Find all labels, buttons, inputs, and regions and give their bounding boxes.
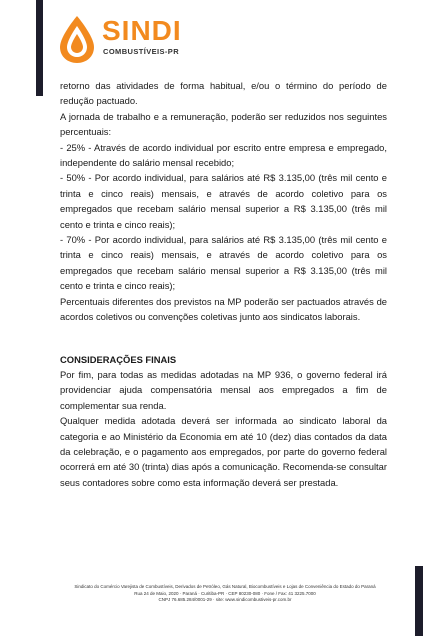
document-body [60,78,387,490]
body-paragraph: Percentuais diferentes dos previstos na MP poderão ser pactuados através de acordos coletivos ou convenções coletivas junto aos sindicatos laborais. [60,295,387,323]
body-paragraph: Qualquer medida adotada deverá ser informada ao sindicato laboral da categoria e ao Ministério da Economia em até 10 (dez) dias contados da data da celebração, e o pagamento aos empregados, por parte do governo federal ocorrerá em até 30 (trinta) dias após a comunicação. Recomenda-se consultar seus contadores sobre como esta informação deverá ser prestada. [60,415,387,488]
body-paragraph: - 70% - Por acordo individual, para salários até R$ 3.135,00 (três mil cento e trinta e cinco reais) mensais, e através de acordo coletivo para os empregados que recebam salário mensal superior a R$ 3.135,00 (três mil cento e trinta e cinco reais); [60,234,387,292]
page-footer [40,584,410,604]
body-paragraph: - 50% - Por acordo individual, para salários até R$ 3.135,00 (três mil cento e trinta e cinco reais) mensais, e através de acordo coletivo para os empregados que recebam salário mensal superior a R$ 3.135,00 (três mil cento e trinta e cinco reais); [60,172,387,230]
body-paragraph: retorno das atividades de forma habitual, e/ou o término do período de redução pactuado. [60,80,387,107]
body-paragraph: A jornada de trabalho e a remuneração, poderão ser reduzidos nos seguintes percentuais: [60,110,387,138]
section-heading: CONSIDERAÇÕES FINAIS [60,353,177,365]
logo-tagline: COMBUSTÍVEIS-PR [103,47,180,56]
fuel-drop-icon [54,14,100,64]
sindi-logo [54,14,214,64]
footer-line: CNPJ 76.685.284/0001-29 · site: www.sindicombustiveis-pr.com.br [158,597,292,603]
body-paragraph: Por fim, para todas as medidas adotadas na MP 936, o governo federal irá providenciar ajuda compensatória mensal aos empregados a fim de complementar sua renda. [60,368,387,411]
footer-line: Sindicato do Comércio Varejista de Combustíveis, Derivados de Petróleo, Gás Natural, Biocombustíveis e Lojas de Conveniência do Estado do Paraná [74,584,376,589]
footer-accent-bar [415,566,423,636]
header-accent-bar [36,0,43,96]
logo-name: SINDI [102,15,182,46]
body-paragraph: - 25% - Através de acordo individual por escrito entre empresa e empregado, independente do salário mensal recebido; [60,141,387,169]
footer-line: Rua 24 de Maio, 2020 · Paraná · Curitiba-PR · CEP 80230-080 · Fone / Fax: 41 3225.7000 [134,590,316,596]
